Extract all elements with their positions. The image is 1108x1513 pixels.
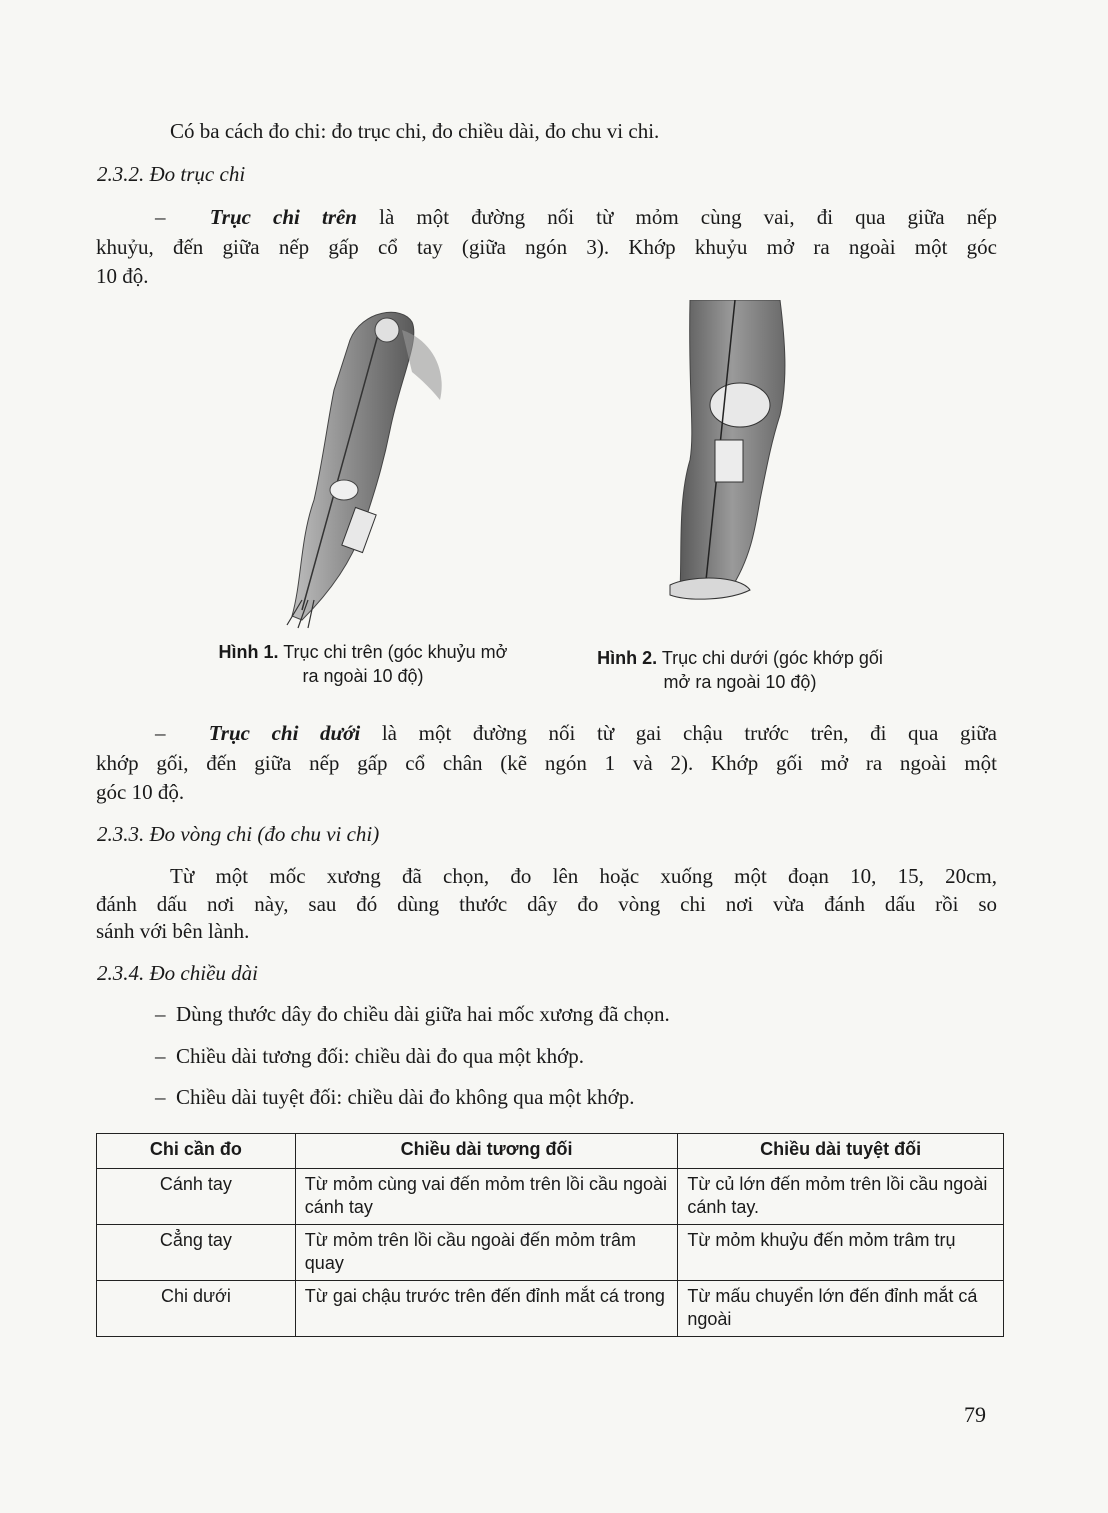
length-bullet-3: – Chiều dài tuyệt đối: chiều dài đo không qua một khớp.: [155, 1085, 635, 1109]
lower-axis-line-3: góc 10 độ.: [96, 780, 185, 804]
lower-axis-line-2: khớp gối, đến giữa nếp gấp cổ chân (kẽ ngón 1 và 2). Khớp gối mở ra ngoài một: [96, 751, 997, 775]
table-cell: Từ củ lớn đến mỏm trên lồi cầu ngoài cánh tay.: [678, 1169, 1004, 1225]
lower-axis-term: Trục chi dưới: [208, 721, 361, 745]
page-number: 79: [964, 1402, 986, 1427]
upper-axis-line-2: khuỷu, đến giữa nếp gấp cổ tay (giữa ngón 3). Khớp khuỷu mở ra ngoài một góc: [96, 235, 997, 259]
figure-1-label: Hình 1.: [218, 642, 279, 662]
table-cell: Cẳng tay: [97, 1225, 296, 1281]
circumference-line-1: Từ một mốc xương đã chọn, đo lên hoặc xuống một đoạn 10, 15, 20cm,: [170, 864, 997, 888]
upper-axis-term: Trục chi trên: [209, 205, 357, 229]
heading-2-3-2: 2.3.2. Đo trục chi: [97, 162, 246, 186]
heading-2-3-4: 2.3.4. Đo chiều dài: [97, 961, 258, 985]
figure-1-upper-limb-image: [262, 300, 562, 630]
table-cell: Từ mỏm cùng vai đến mỏm trên lồi cầu ngoài cánh tay: [295, 1169, 678, 1225]
upper-axis-line-1: – Trục chi trên là một đường nối từ mỏm cùng vai, đi qua giữa nếp: [155, 205, 998, 229]
figure-2-caption: Hình 2. Trục chi dưới (góc khớp gối mở ra ngoài 10 độ): [597, 648, 883, 692]
measurement-table: [96, 1133, 1004, 1337]
length-bullet-1: – Dùng thước dây đo chiều dài giữa hai mốc xương đã chọn.: [155, 1002, 670, 1026]
table-cell: Từ gai chậu trước trên đến đỉnh mắt cá trong: [295, 1281, 678, 1337]
table-cell: Cánh tay: [97, 1169, 296, 1225]
circumference-line-2: đánh dấu nơi này, sau đó dùng thước dây đo vòng chi nơi vừa đánh dấu rồi so: [96, 892, 997, 916]
table-row: [97, 1225, 1004, 1281]
table-header-cell: Chiều dài tuyệt đối: [678, 1134, 1004, 1169]
circumference-line-3: sánh với bên lành.: [96, 919, 250, 943]
table-header-cell: Chiều dài tương đối: [295, 1134, 678, 1169]
table-row: [97, 1281, 1004, 1337]
figure-2-label: Hình 2.: [597, 648, 658, 668]
table-header-row: [97, 1134, 1004, 1169]
table-cell: Từ mỏm trên lồi cầu ngoài đến mỏm trâm quay: [295, 1225, 678, 1281]
figure-1-caption: Hình 1. Trục chi trên (góc khuỷu mở ra ngoài 10 độ): [218, 642, 508, 686]
table-row: [97, 1169, 1004, 1225]
table-cell: Chi dưới: [97, 1281, 296, 1337]
figure-2-lower-limb-image: [660, 300, 820, 605]
upper-axis-line-3: 10 độ.: [96, 264, 149, 288]
table-cell: Từ mấu chuyển lớn đến đỉnh mắt cá ngoài: [678, 1281, 1004, 1337]
lower-axis-line-1: – Trục chi dưới là một đường nối từ gai chậu trước trên, đi qua giữa: [155, 721, 998, 745]
heading-2-3-3: 2.3.3. Đo vòng chi (đo chu vi chi): [97, 822, 380, 846]
length-bullet-2: – Chiều dài tương đối: chiều dài đo qua một khớp.: [155, 1044, 585, 1068]
intro-paragraph: Có ba cách đo chi: đo trục chi, đo chiều dài, đo chu vi chi.: [170, 119, 660, 143]
table-cell: Từ mỏm khuỷu đến mỏm trâm trụ: [678, 1225, 1004, 1281]
table-header-cell: Chi cần đo: [97, 1134, 296, 1169]
